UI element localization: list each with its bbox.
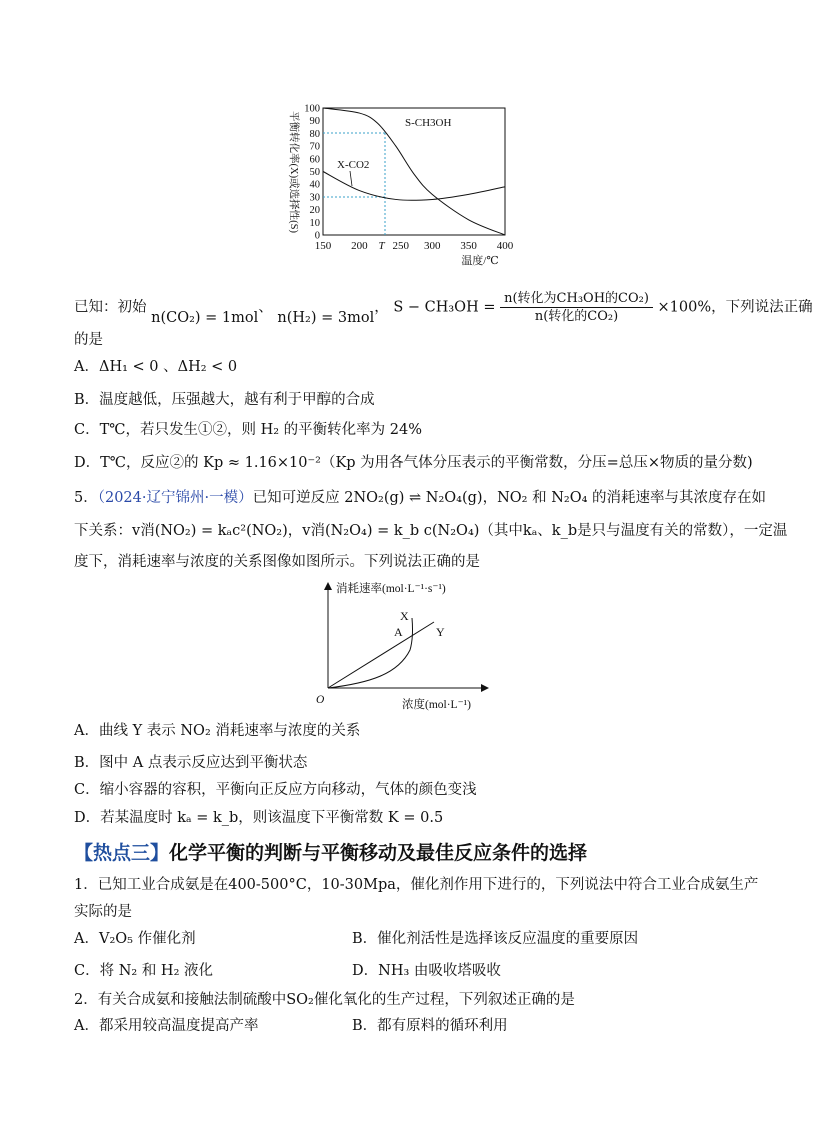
s3-q1-option-b[interactable]: B．催化剂活性是选择该反应温度的重要原因 (352, 931, 639, 947)
s3-q1-option-d[interactable]: D．NH₃ 由吸收塔吸收 (352, 963, 501, 979)
q4-option-a[interactable]: A．ΔH₁ < 0 、ΔH₂ < 0 (74, 359, 238, 375)
selectivity-fraction (500, 290, 653, 325)
fraction-numerator: n(转化为CH₃OH的CO₂) (500, 290, 653, 308)
fraction-denominator: n(转化的CO₂) (534, 309, 619, 324)
chart1-y-tick-label: 100 (304, 103, 320, 115)
chart1-x-tick-label: 250 (392, 240, 410, 252)
chart1-y-tick-label: 10 (309, 217, 320, 229)
series-s-ch3oh-label: S-CH3OH (405, 117, 452, 129)
chart1-y-tick-label: 60 (309, 154, 320, 166)
q5-option-b[interactable]: B．图中 A 点表示反应达到平衡状态 (74, 755, 308, 771)
after-fraction: ，下列说法正确 (711, 299, 813, 316)
chart1-x-tick-label: 200 (351, 240, 368, 252)
s3-q2-stem-line-1: 2．有关合成氨和接触法制硫酸中SO₂催化氧化的生产过程，下列叙述正确的是 (74, 992, 575, 1008)
chart1-y-tick-label: 90 (309, 116, 320, 128)
q5-option-c[interactable]: C．缩小容器的容积，平衡向正反应方向移动，气体的颜色变浅 (74, 782, 477, 798)
chart1-y-tick-label: 20 (309, 205, 320, 217)
n-h2-value: n(H₂) = 3mol (277, 309, 375, 326)
s3-q1-option-c[interactable]: C．将 N₂ 和 H₂ 液化 (74, 963, 213, 979)
q5-option-a[interactable]: A．曲线 Y 表示 NO₂ 消耗速率与浓度的关系 (74, 723, 361, 739)
conversion-selectivity-chart (280, 100, 520, 270)
chart1-y-tick-label: 70 (309, 141, 320, 153)
chart2-x-axis-label: 浓度(mol·L⁻¹) (402, 699, 471, 711)
chart1-x-tick-label: 300 (423, 240, 441, 252)
q5-stem-line-2: 下关系：v消(NO₂) = kₐc²(NO₂)，v消(N₂O₄) = k_b c(N₂O₄)（其中kₐ、k_b是只与温度有关的常数），一定温 (74, 523, 788, 539)
chart1-x-tick-label: 400 (496, 240, 514, 252)
section-heading-text: 化学平衡的判断与平衡移动及最佳反应条件的选择 (169, 842, 588, 864)
chart2-y-axis-label: 消耗速率(mol·L⁻¹·s⁻¹) (336, 583, 446, 595)
chart1-x-tick-label: 150 (314, 240, 332, 252)
point-a-label: A (394, 625, 403, 639)
q5-stem-line-3: 度下，消耗速率与浓度的关系图像如图所示。下列说法正确的是 (74, 554, 480, 570)
chart1-y-tick-label: 80 (309, 128, 320, 140)
q4-option-b[interactable]: B．温度越低，压强越大，越有利于甲醇的合成 (74, 392, 375, 408)
times-percent: ×100% (657, 299, 712, 316)
series-x-co2-pointer (350, 171, 352, 186)
selectivity-definition: S − CH₃OH = (393, 299, 496, 316)
q5-source: （2024·辽宁锦州·一模） (97, 490, 253, 506)
chart1-x-tick-label: 350 (460, 240, 477, 252)
q4-option-d[interactable]: D．T℃，反应②的 Kp ≈ 1.16×10⁻²（Kp 为用各气体分压表示的平衡常数，分压=总压×物质的量分数) (74, 455, 753, 471)
curve-x-label: X (400, 609, 409, 623)
series-x-co2-label: X-CO2 (337, 159, 370, 171)
line-y (328, 622, 434, 688)
chart2-origin-label: O (316, 694, 325, 706)
q5-number: 5． (74, 490, 98, 506)
chart1-y-axis-label: 平衡转化率(X)或选择性(S) (288, 111, 299, 233)
chart1-y-tick-label: 0 (314, 230, 320, 242)
q4-line-2: 的是 (74, 332, 103, 348)
s3-q1-stem-line-1: 1．已知工业合成氨是在400-500°C，10-30Mpa，催化剂作用下进行的，下列说法中符合工业合成氨生产 (74, 877, 759, 893)
line-y-label: Y (436, 625, 445, 639)
chart1-x-axis-label: 温度/℃ (461, 255, 499, 267)
q5-option-d[interactable]: D．若某温度时 kₐ = k_b，则该温度下平衡常数 K = 0.5 (74, 810, 444, 826)
s3-q1-option-a[interactable]: A．V₂O₅ 作催化剂 (74, 931, 196, 947)
section-heading (74, 838, 587, 865)
rate-concentration-chart (310, 578, 500, 718)
s3-q2-option-b[interactable]: B．都有原料的循环利用 (352, 1018, 508, 1034)
known-conditions-line (74, 290, 813, 328)
q5-stem-line-1 (74, 488, 766, 508)
q4-option-c[interactable]: C．T℃，若只发生①②，则 H₂ 的平衡转化率为 24% (74, 422, 422, 438)
chart1-y-tick-label: 50 (309, 167, 320, 178)
chart1-y-tick-label: 40 (309, 179, 320, 191)
chart1-y-tick-label: 30 (309, 192, 320, 204)
chart1-x-tick-label: T (378, 240, 385, 252)
comma: ， (374, 299, 389, 316)
known-intro: 已知：初始 (74, 299, 147, 316)
q5-stem-text-1: 已知可逆反应 2NO₂(g) ⇌ N₂O₄(g)，NO₂ 和 N₂O₄ 的消耗速率与其浓度存在如 (252, 490, 767, 506)
section-heading-bracket: 【热点三】 (74, 842, 170, 864)
separator: 、 (258, 299, 273, 316)
s3-q2-option-a[interactable]: A．都采用较高温度提高产率 (74, 1018, 259, 1034)
n-co2-value: n(CO₂) = 1mol (151, 309, 259, 326)
s3-q1-stem-line-2: 实际的是 (74, 904, 132, 920)
